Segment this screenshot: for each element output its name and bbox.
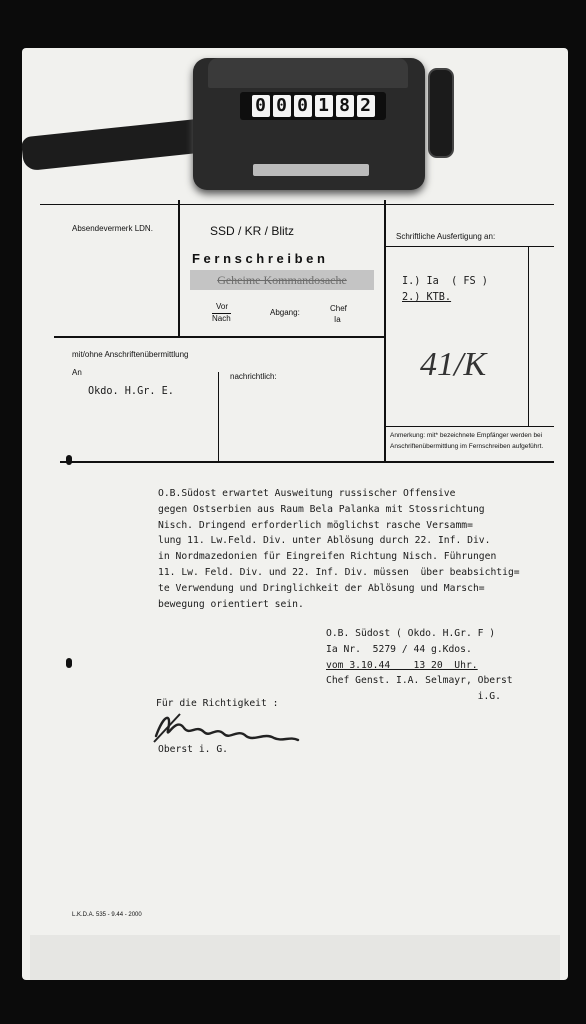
sender-line: i.G. — [326, 691, 501, 703]
counter-top — [208, 58, 408, 88]
form-divider — [384, 200, 386, 462]
sender-line: vom 3.10.44 13 20 Uhr. — [326, 659, 478, 671]
form-line — [386, 426, 554, 427]
message-line: te Verwendung und Dringlichkeit der Ablösung und Marsch= — [158, 582, 485, 594]
form-top-line — [40, 204, 554, 205]
message-line: lung 11. Lw.Feld. Div. unter Ablösung durch 22. Inf. Div. — [158, 535, 491, 547]
ausfertigung-1: I.) Ia ( FS ) — [402, 276, 488, 287]
sender-line: Ia Nr. 5279 / 44 g.Kdos. — [326, 643, 472, 655]
counter-digit: 8 — [336, 95, 354, 117]
handwritten-note: 41/K — [420, 346, 487, 383]
counter-digit: 0 — [252, 95, 270, 117]
form-divider — [218, 372, 219, 462]
ia-label: Ia — [334, 315, 341, 324]
recipient: Okdo. H.Gr. E. — [88, 386, 174, 397]
form-divider — [528, 246, 529, 426]
an-label: An — [72, 368, 82, 377]
nachrichtlich-label: nachrichtlich: — [230, 372, 277, 381]
message-line: O.B.Südost erwartet Ausweitung russischer Offensive — [158, 488, 456, 499]
message-body — [158, 486, 568, 612]
counter-knob — [428, 68, 454, 158]
routing-label: SSD / KR / Blitz — [210, 224, 295, 238]
counter-digit: 0 — [273, 95, 291, 117]
chef-label: Chef — [330, 304, 347, 313]
richtigkeit-label: Für die Richtigkeit : — [156, 698, 279, 709]
secrecy-stamp: Geheime Kommandosache — [190, 270, 374, 290]
punch-hole — [66, 658, 72, 668]
fernschreiben-title: F e r n s c h r e i b e n — [192, 251, 325, 266]
form-bottom-line — [60, 461, 554, 463]
message-line: in Nordmazedonien für Eingreifen Richtung Nisch. Führungen — [158, 551, 497, 563]
anmerkung-line-2: Anschriftenübermittlung im Fernschreiben aufgeführt. — [390, 443, 544, 450]
sender-line: O.B. Südost ( Okdo. H.Gr. F ) — [326, 628, 496, 639]
printer-mark: L.K.D.A. 535 - 9.44 - 2000 — [72, 912, 142, 918]
message-line: 11. Lw. Feld. Div. und 22. Inf. Div. müssen über beabsichtig= — [158, 566, 520, 578]
abgang-label: Abgang: — [270, 308, 300, 317]
sender-line: Chef Genst. I.A. Selmayr, Oberst — [326, 675, 513, 687]
nach-label: Nach — [212, 314, 231, 323]
message-line: bewegung orientiert sein. — [158, 598, 304, 610]
sender-block — [326, 626, 566, 705]
counter-window — [240, 92, 386, 120]
counter-digit: 0 — [294, 95, 312, 117]
counter-digit: 2 — [357, 95, 375, 117]
anschrift-label: mit/ohne Anschriftenübermittlung — [72, 350, 189, 359]
counter-plate — [253, 164, 369, 176]
message-line: gegen Ostserbien aus Raum Bela Palanka mit Stossrichtung — [158, 503, 485, 515]
form-divider — [178, 200, 180, 338]
form-line — [54, 336, 384, 338]
paper-bottom-edge — [30, 935, 560, 980]
schriftliche-label: Schriftliche Ausfertigung an: — [396, 232, 496, 241]
counter-digit: 1 — [315, 95, 333, 117]
ausfertigung-2: 2.) KTB. — [402, 292, 452, 303]
signer-rank: Oberst i. G. — [158, 744, 228, 755]
absendevermerk-label: Absendevermerk LDN. — [72, 224, 153, 233]
punch-hole — [66, 455, 72, 465]
message-line: Nisch. Dringend erforderlich möglichst rasche Versamm= — [158, 519, 473, 531]
anmerkung-line-1: Anmerkung: mit* bezeichnete Empfänger werden bei — [390, 432, 543, 439]
vor-label: Vor — [216, 302, 229, 311]
